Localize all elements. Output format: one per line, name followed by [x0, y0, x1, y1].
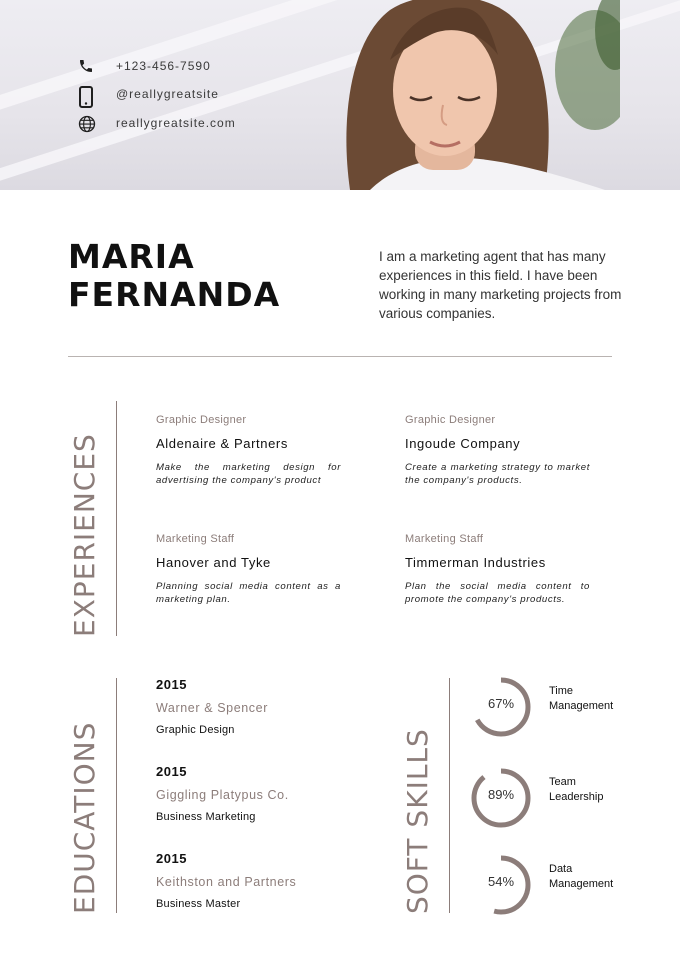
skill-label-line: Management: [549, 878, 614, 890]
skill-label: [549, 775, 639, 805]
education-degree: Business Master: [156, 898, 241, 910]
portrait-photo: [330, 0, 620, 190]
skill-label-line: Leadership: [549, 791, 604, 803]
profile-summary: I am a marketing agent that has many experiences in this field. I have been working in many marketing projects from various companies.: [379, 249, 622, 321]
education-year: 2015: [156, 677, 187, 692]
skill-percent: 89%: [487, 787, 515, 802]
phone-text: +123-456-7590: [116, 59, 211, 73]
education-item: [156, 851, 296, 910]
globe-icon: [78, 115, 96, 133]
section-divider: [68, 356, 612, 357]
skill-label-line: Data: [549, 863, 573, 875]
experience-company: Aldenaire & Partners: [156, 436, 288, 451]
education-item: [156, 764, 289, 823]
experiences-heading: EXPERIENCES: [68, 433, 101, 637]
person-name: [68, 238, 280, 314]
mobile-icon: [78, 86, 96, 104]
education-school: Keithston and Partners: [156, 875, 297, 889]
education-school: Warner & Spencer: [156, 701, 268, 715]
skill-percent: 67%: [487, 696, 515, 711]
education-item: [156, 677, 268, 736]
experience-role: Graphic Designer: [405, 414, 496, 426]
skill-label-line: Management: [549, 700, 614, 712]
website-text: reallygreatsite.com: [116, 116, 236, 130]
experience-role: Marketing Staff: [405, 533, 484, 545]
experience-role: Marketing Staff: [156, 533, 235, 545]
experience-item: [156, 533, 341, 606]
education-degree: Business Marketing: [156, 811, 256, 823]
education-degree: Graphic Design: [156, 724, 235, 736]
experience-company: Timmerman Industries: [405, 555, 546, 570]
phone-icon: [78, 58, 96, 76]
education-school: Giggling Platypus Co.: [156, 788, 289, 802]
social-text: @reallygreatsite: [116, 87, 219, 101]
skill-label: [549, 862, 639, 892]
experience-item: [156, 414, 341, 487]
education-year: 2015: [156, 851, 187, 866]
experience-role: Graphic Designer: [156, 414, 247, 426]
experiences-rule: [116, 401, 117, 636]
experience-description: Plan the social media content to promote the company's products.: [405, 581, 590, 605]
skill-percent: 54%: [487, 874, 515, 889]
experience-description: Make the marketing design for advertising the company's product: [156, 462, 341, 486]
first-name: MARIA: [68, 237, 195, 276]
experience-item: [405, 414, 590, 487]
skill-label: [549, 684, 639, 714]
skill-label-line: Time: [549, 685, 574, 697]
header-photo: [0, 0, 680, 190]
educations-rule: [116, 678, 117, 913]
experience-description: Create a marketing strategy to market the company's products.: [405, 462, 590, 486]
education-year: 2015: [156, 764, 187, 779]
soft-skills-rule: [449, 678, 450, 913]
skill-label-line: Team: [549, 776, 576, 788]
educations-heading: EDUCATIONS: [68, 721, 101, 914]
experience-item: [405, 533, 590, 606]
experience-description: Planning social media content as a marketing plan.: [156, 581, 341, 605]
experience-company: Hanover and Tyke: [156, 555, 271, 570]
soft-skills-heading: SOFT SKILLS: [401, 728, 434, 914]
experience-company: Ingoude Company: [405, 436, 521, 451]
last-name: FERNANDA: [68, 275, 281, 314]
